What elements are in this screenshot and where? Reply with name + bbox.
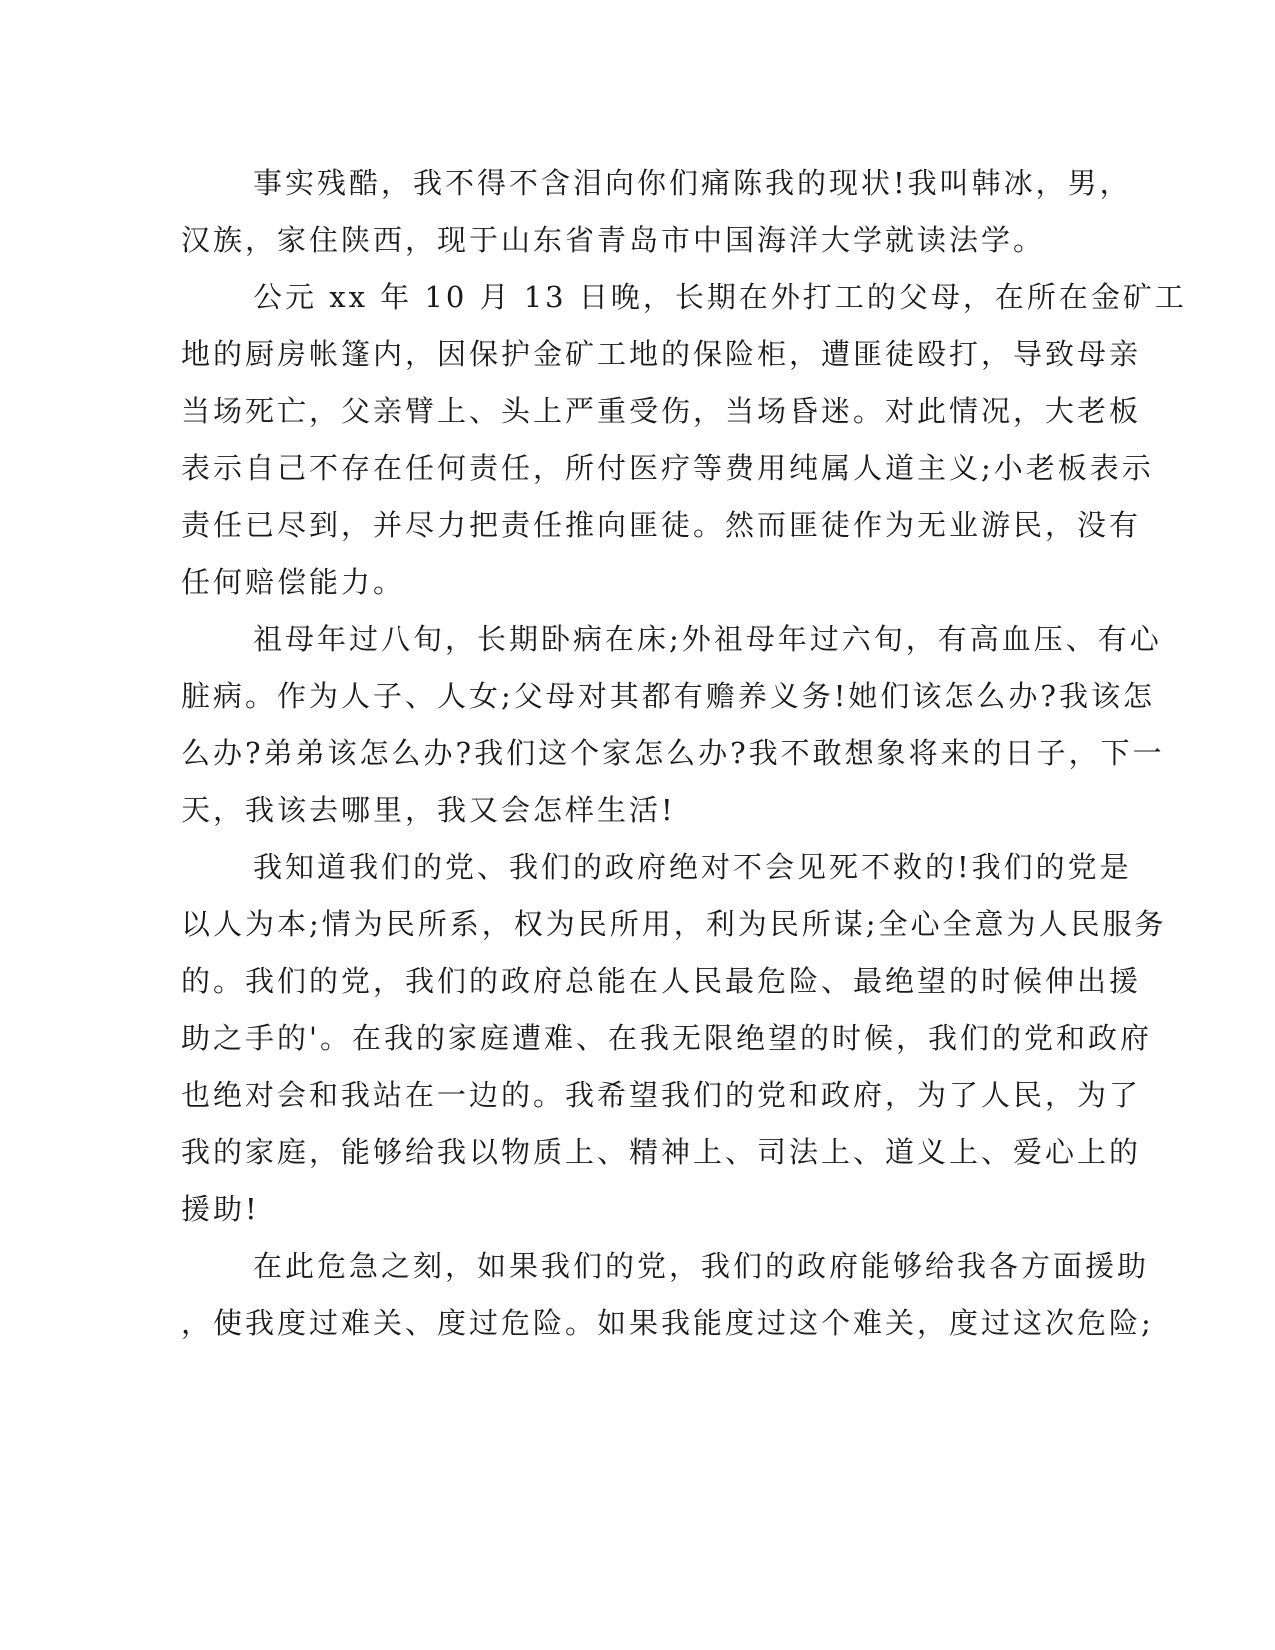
text-line: 祖母年过八旬，长期卧病在床;外祖母年过六旬，有高血压、有心 (253, 622, 1162, 656)
text-line: 援助! (181, 1192, 260, 1226)
text-line: 么办?弟弟该怎么办?我们这个家怎么办?我不敢想象将来的日子，下一 (181, 736, 1165, 770)
text-line: 天，我该去哪里，我又会怎样生活! (181, 793, 676, 827)
text-line: 以人为本;情为民所系，权为民所用，利为民所谋;全心全意为人民服务 (181, 907, 1167, 941)
text-line: ，使我度过难关、度过危险。如果我能度过这个难关，度过这次危险; (181, 1306, 1154, 1340)
text-line: 脏病。作为人子、人女;父母对其都有赡养义务!她们该怎么办?我该怎 (181, 679, 1155, 713)
text-line: 公元 xx 年 10 月 13 日晚，长期在外打工的父母，在所在金矿工 (253, 280, 1187, 314)
text-line: 任何赔偿能力。 (181, 565, 406, 599)
text-line: 表示自己不存在任何责任，所付医疗等费用纯属人道主义;小老板表示 (181, 451, 1154, 485)
text-line: 地的厨房帐篷内，因保护金矿工地的保险柜，遭匪徒殴打，导致母亲 (181, 337, 1142, 371)
text-line: 我知道我们的党、我们的政府绝对不会见死不救的!我们的党是 (253, 850, 1132, 884)
text-line: 也绝对会和我站在一边的。我希望我们的党和政府，为了人民，为了 (181, 1078, 1142, 1112)
text-line: 责任已尽到，并尽力把责任推向匪徒。然而匪徒作为无业游民，没有 (181, 508, 1142, 542)
text-line: 汉族，家住陕西，现于山东省青岛市中国海洋大学就读法学。 (181, 223, 1046, 257)
text-line: 在此危急之刻，如果我们的党，我们的政府能够给我各方面援助 (253, 1249, 1150, 1283)
text-line: 事实残酷，我不得不含泪向你们痛陈我的现状!我叫韩冰，男， (253, 166, 1132, 200)
text-line: 当场死亡，父亲臂上、头上严重受伤，当场昏迷。对此情况，大老板 (181, 394, 1142, 428)
text-line: 的。我们的党，我们的政府总能在人民最危险、最绝望的时候伸出援 (181, 964, 1142, 998)
text-line: 我的家庭，能够给我以物质上、精神上、司法上、道义上、爱心上的 (181, 1135, 1142, 1169)
text-line: 助之手的'。在我的家庭遭难、在我无限绝望的时候，我们的党和政府 (181, 1021, 1152, 1055)
